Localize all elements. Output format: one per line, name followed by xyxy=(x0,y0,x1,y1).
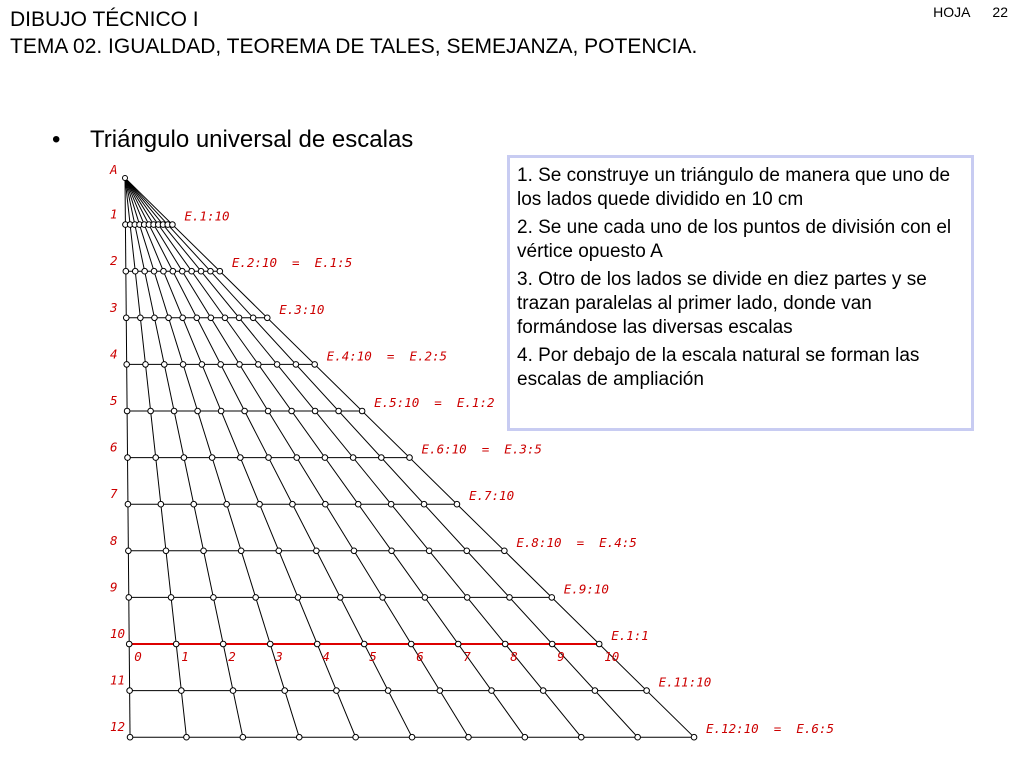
grid-node xyxy=(250,315,256,321)
grid-node xyxy=(294,455,300,461)
grid-node xyxy=(240,734,246,740)
scale-label: E.8:10 = E.4:5 xyxy=(516,534,637,550)
grid-node xyxy=(522,734,528,740)
scale-label: E.5:10 = E.1:2 xyxy=(374,395,495,410)
vertex-marker xyxy=(123,176,128,181)
grid-node xyxy=(691,734,697,740)
grid-node xyxy=(180,315,186,321)
grid-node xyxy=(123,315,129,321)
grid-node xyxy=(217,268,223,274)
grid-node xyxy=(161,268,167,274)
level-number: 2 xyxy=(110,253,118,269)
grid-node xyxy=(255,362,261,368)
grid-node xyxy=(336,408,342,414)
scale-label: E.11:10 xyxy=(658,674,712,690)
grid-node xyxy=(224,501,230,507)
grid-node xyxy=(359,408,365,414)
grid-node xyxy=(266,455,272,461)
level-number: 12 xyxy=(110,719,126,735)
grid-node xyxy=(351,548,357,554)
grid-node xyxy=(502,641,508,647)
grid-node xyxy=(290,501,296,507)
grid-node xyxy=(253,595,259,601)
grid-node xyxy=(295,595,301,601)
grid-node xyxy=(408,641,414,647)
grid-node xyxy=(199,362,205,368)
grid-node xyxy=(389,548,395,554)
grid-node xyxy=(242,408,248,414)
grid-node xyxy=(549,641,555,647)
grid-node xyxy=(180,362,186,368)
vertex-label: A xyxy=(110,162,118,177)
explanation-step-1: 1. Se construye un triángulo de manera que uno de los lados quede dividido en 10 cm xyxy=(517,165,951,210)
grid-node xyxy=(489,688,495,694)
grid-node xyxy=(170,222,176,228)
grid-node xyxy=(293,362,299,368)
grid-node xyxy=(592,688,598,694)
grid-node xyxy=(125,501,131,507)
bullet-glyph: • xyxy=(52,126,61,153)
level-number: 9 xyxy=(110,579,118,595)
grid-node xyxy=(353,734,359,740)
division-label: 1 xyxy=(181,649,189,664)
grid-node xyxy=(407,455,413,461)
scale-label: E.9:10 xyxy=(563,581,609,597)
scale-label: E.2:10 = E.1:5 xyxy=(231,255,353,271)
grid-node xyxy=(126,595,132,601)
grid-node xyxy=(209,455,215,461)
grid-node xyxy=(237,362,243,368)
grid-node xyxy=(312,408,318,414)
level-number: 10 xyxy=(110,626,126,641)
grid-node xyxy=(230,688,236,694)
grid-node xyxy=(282,688,288,694)
grid-node xyxy=(166,315,172,321)
division-label: 10 xyxy=(604,649,620,664)
grid-node xyxy=(170,268,176,274)
explanation-step-4: 4. Por debajo de la escala natural se forman las escalas de ampliación xyxy=(517,345,920,390)
grid-node xyxy=(437,688,443,694)
grid-node xyxy=(124,362,130,368)
grid-node xyxy=(421,501,427,507)
grid-node xyxy=(198,268,204,274)
level-number: 5 xyxy=(110,393,118,408)
grid-node xyxy=(635,734,641,740)
grid-node xyxy=(179,268,185,274)
grid-node xyxy=(138,315,144,321)
grid-node xyxy=(388,501,394,507)
grid-node xyxy=(549,595,555,601)
division-label: 4 xyxy=(322,649,330,664)
grid-node xyxy=(454,501,460,507)
level-number: 6 xyxy=(110,439,118,455)
grid-node xyxy=(127,688,133,694)
grid-node xyxy=(189,268,195,274)
grid-node xyxy=(163,548,169,554)
grid-node xyxy=(220,641,226,647)
grid-node xyxy=(507,595,513,601)
grid-node xyxy=(181,455,187,461)
grid-node xyxy=(238,548,244,554)
grid-node xyxy=(264,315,270,321)
grid-node xyxy=(208,268,214,274)
grid-node xyxy=(123,268,129,274)
level-number: 4 xyxy=(110,346,118,362)
grid-node xyxy=(289,408,295,414)
grid-node xyxy=(361,641,367,647)
level-number: 11 xyxy=(110,672,126,688)
grid-node xyxy=(211,595,217,601)
grid-node xyxy=(355,501,361,507)
grid-node xyxy=(173,641,179,647)
grid-node xyxy=(455,641,461,647)
scale-label: E.4:10 = E.2:5 xyxy=(326,348,448,364)
scale-label: E.6:10 = E.3:5 xyxy=(421,441,542,457)
grid-node xyxy=(578,734,584,740)
scale-label: E.1:10 xyxy=(184,208,230,224)
grid-node xyxy=(161,362,167,368)
grid-node xyxy=(265,408,271,414)
explanation-box xyxy=(507,155,974,431)
grid-node xyxy=(422,595,428,601)
level-number: 7 xyxy=(110,486,118,502)
grid-node xyxy=(201,548,207,554)
grid-node xyxy=(171,408,177,414)
grid-node xyxy=(334,688,340,694)
grid-node xyxy=(158,501,164,507)
grid-node xyxy=(151,268,157,274)
grid-node xyxy=(322,455,328,461)
grid-node xyxy=(127,734,133,740)
grid-node xyxy=(124,408,130,414)
grid-node xyxy=(380,595,386,601)
division-label: 2 xyxy=(228,649,236,664)
grid-node xyxy=(379,455,385,461)
grid-node xyxy=(596,641,602,647)
grid-node xyxy=(236,315,242,321)
division-label: 9 xyxy=(557,649,565,664)
grid-node xyxy=(153,455,159,461)
grid-node xyxy=(466,734,472,740)
grid-node xyxy=(152,315,158,321)
level-number: 1 xyxy=(110,206,118,222)
grid-node xyxy=(314,641,320,647)
grid-node xyxy=(350,455,356,461)
grid-node xyxy=(385,688,391,694)
division-label: 7 xyxy=(463,649,471,664)
grid-node xyxy=(143,362,149,368)
scale-label: E.12:10 = E.6:5 xyxy=(706,721,834,737)
grid-node xyxy=(276,548,282,554)
scale-label: E.7:10 xyxy=(468,488,515,504)
grid-node xyxy=(208,315,214,321)
division-label: 5 xyxy=(369,649,377,664)
bullet-text: Triángulo universal de escalas xyxy=(90,126,414,153)
explanation-step-2: 2. Se une cada uno de los puntos de división con el vértice opuesto A xyxy=(517,217,952,262)
grid-node xyxy=(312,362,318,368)
course-title: DIBUJO TÉCNICO I xyxy=(10,8,199,31)
grid-node xyxy=(296,734,302,740)
grid-node xyxy=(179,688,185,694)
grid-node xyxy=(409,734,415,740)
page-label: HOJA xyxy=(933,4,971,20)
division-label: 8 xyxy=(510,649,518,664)
grid-node xyxy=(218,408,224,414)
grid-node xyxy=(126,641,132,647)
grid-node xyxy=(337,595,343,601)
grid-node xyxy=(238,455,244,461)
division-label: 6 xyxy=(416,649,424,664)
grid-node xyxy=(148,408,154,414)
level-number: 8 xyxy=(110,532,118,548)
grid-node xyxy=(184,734,190,740)
explanation-step-3: 3. Otro de los lados se divide en diez partes y se trazan paralelas al primer lado, donde van formándose las diversas escalas xyxy=(517,269,927,338)
grid-node xyxy=(644,688,650,694)
scale-label: E.3:10 xyxy=(279,301,325,317)
grid-node xyxy=(195,408,201,414)
page-number: 22 xyxy=(992,4,1008,20)
grid-node xyxy=(502,548,508,554)
grid-node xyxy=(323,501,329,507)
grid-node xyxy=(426,548,432,554)
topic-title: TEMA 02. IGUALDAD, TEOREMA DE TALES, SEMEJANZA, POTENCIA. xyxy=(10,35,698,58)
grid-node xyxy=(125,455,131,461)
grid-node xyxy=(126,548,132,554)
grid-node xyxy=(274,362,280,368)
level-number: 3 xyxy=(110,299,118,315)
division-label: 3 xyxy=(275,649,283,664)
grid-node xyxy=(314,548,320,554)
grid-node xyxy=(257,501,263,507)
scale-label: E.1:1 xyxy=(611,628,649,643)
grid-node xyxy=(464,595,470,601)
grid-node xyxy=(132,268,138,274)
grid-node xyxy=(168,595,174,601)
grid-node xyxy=(222,315,228,321)
grid-node xyxy=(540,688,546,694)
grid-node xyxy=(191,501,197,507)
grid-node xyxy=(267,641,273,647)
grid-node xyxy=(464,548,470,554)
grid-node xyxy=(142,268,148,274)
grid-node xyxy=(218,362,224,368)
division-label: 0 xyxy=(134,649,142,664)
grid-node xyxy=(194,315,200,321)
